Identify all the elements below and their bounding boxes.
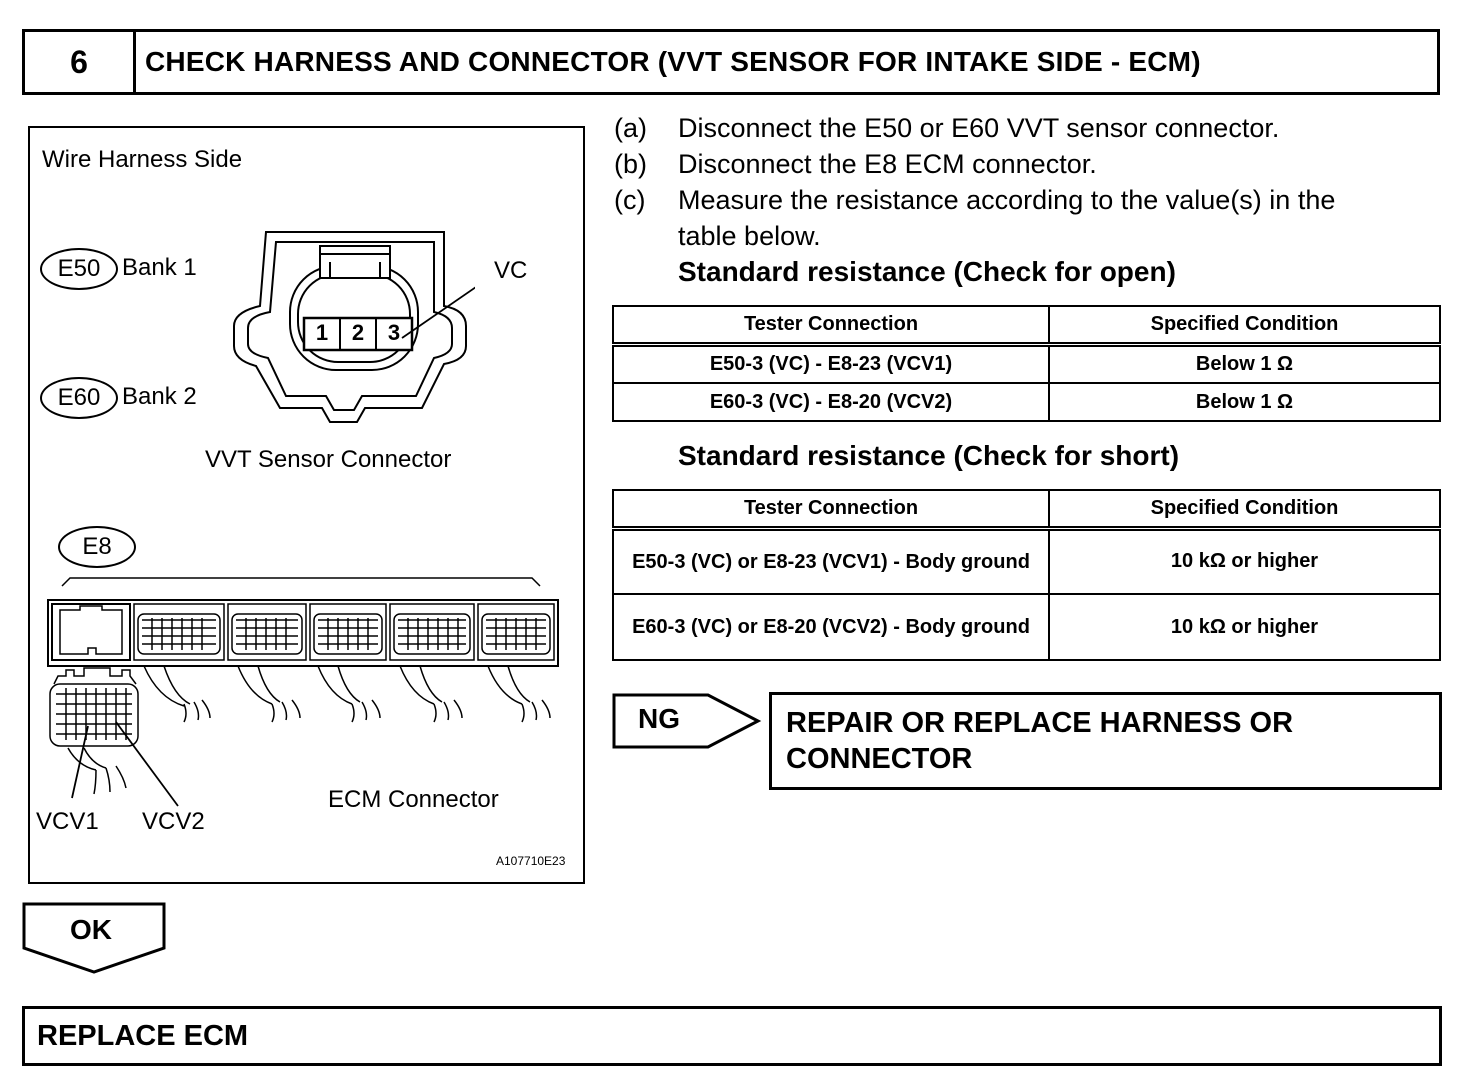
table-header-row xyxy=(613,490,1440,528)
tester-connection-cell: E60-3 (VC) or E8-20 (VCV2) - Body ground xyxy=(613,594,1049,660)
table-row xyxy=(613,528,1440,594)
step-b xyxy=(614,149,1454,183)
tester-connection-cell: E50-3 (VC) or E8-23 (VCV1) - Body ground xyxy=(613,528,1049,594)
e50-connector-code: E50 xyxy=(40,248,118,290)
step-header xyxy=(22,29,1440,95)
step-a-text: Disconnect the E50 or E60 VVT sensor connector. xyxy=(678,113,1280,143)
step-c-letter: (c) xyxy=(614,185,646,215)
short-check-table xyxy=(612,489,1441,661)
header-specified-condition: Specified Condition xyxy=(1049,490,1440,528)
pin-1: 1 xyxy=(315,320,329,345)
vcv1-label: VCV1 xyxy=(36,808,99,835)
specified-condition-cell: Below 1 Ω xyxy=(1049,344,1440,383)
bank2-label: Bank 2 xyxy=(122,383,197,410)
step-a xyxy=(614,113,1454,147)
step-number: 6 xyxy=(25,32,136,92)
pin-2: 2 xyxy=(351,320,365,345)
ecm-connector-drawing xyxy=(44,570,564,820)
ecm-connector-label: ECM Connector xyxy=(328,786,499,813)
wiring-figure xyxy=(28,126,585,884)
step-b-letter: (b) xyxy=(614,149,647,179)
open-check-heading: Standard resistance (Check for open) xyxy=(678,256,1176,287)
e8-connector-code: E8 xyxy=(58,526,136,568)
tester-connection-cell: E60-3 (VC) - E8-20 (VCV2) xyxy=(613,383,1049,421)
step-b-text: Disconnect the E8 ECM connector. xyxy=(678,149,1097,179)
table-row xyxy=(613,383,1440,421)
ok-result-text: REPLACE ECM xyxy=(37,1020,249,1052)
vcv2-label: VCV2 xyxy=(142,808,205,835)
ng-result-box xyxy=(769,692,1442,790)
step-c-text: Measure the resistance according to the value(s) in the xyxy=(678,185,1336,215)
tester-connection-cell: E50-3 (VC) - E8-23 (VCV1) xyxy=(613,344,1049,383)
ng-arrow-icon xyxy=(612,693,764,749)
ng-label: NG xyxy=(638,703,680,734)
vvt-sensor-connector-label: VVT Sensor Connector xyxy=(205,446,452,473)
specified-condition-cell: 10 kΩ or higher xyxy=(1049,528,1440,594)
table-header-row xyxy=(613,306,1440,344)
pin-3: 3 xyxy=(387,320,401,345)
step-title: CHECK HARNESS AND CONNECTOR (VVT SENSOR FOR INTAKE SIDE - ECM) xyxy=(145,46,1201,77)
ng-result-line2: CONNECTOR xyxy=(786,743,973,775)
step-a-letter: (a) xyxy=(614,113,647,143)
short-check-heading: Standard resistance (Check for short) xyxy=(678,440,1180,471)
header-tester-connection: Tester Connection xyxy=(613,490,1049,528)
step-c xyxy=(614,185,1454,219)
e60-connector-code: E60 xyxy=(40,377,118,419)
header-specified-condition: Specified Condition xyxy=(1049,306,1440,344)
bank1-label: Bank 1 xyxy=(122,254,197,281)
step-c-text-continued: table below. xyxy=(678,221,821,251)
header-tester-connection: Tester Connection xyxy=(613,306,1049,344)
table-row xyxy=(613,594,1440,660)
ok-result-box xyxy=(22,1006,1442,1066)
specified-condition-cell: 10 kΩ or higher xyxy=(1049,594,1440,660)
ng-result-line1: REPAIR OR REPLACE HARNESS OR xyxy=(786,707,1294,739)
vc-label: VC xyxy=(494,257,528,284)
figure-code: A107710E23 xyxy=(496,854,566,868)
wire-harness-side-label: Wire Harness Side xyxy=(42,146,243,173)
open-check-table xyxy=(612,305,1441,422)
ok-label: OK xyxy=(70,914,112,945)
table-row xyxy=(613,344,1440,383)
specified-condition-cell: Below 1 Ω xyxy=(1049,383,1440,421)
